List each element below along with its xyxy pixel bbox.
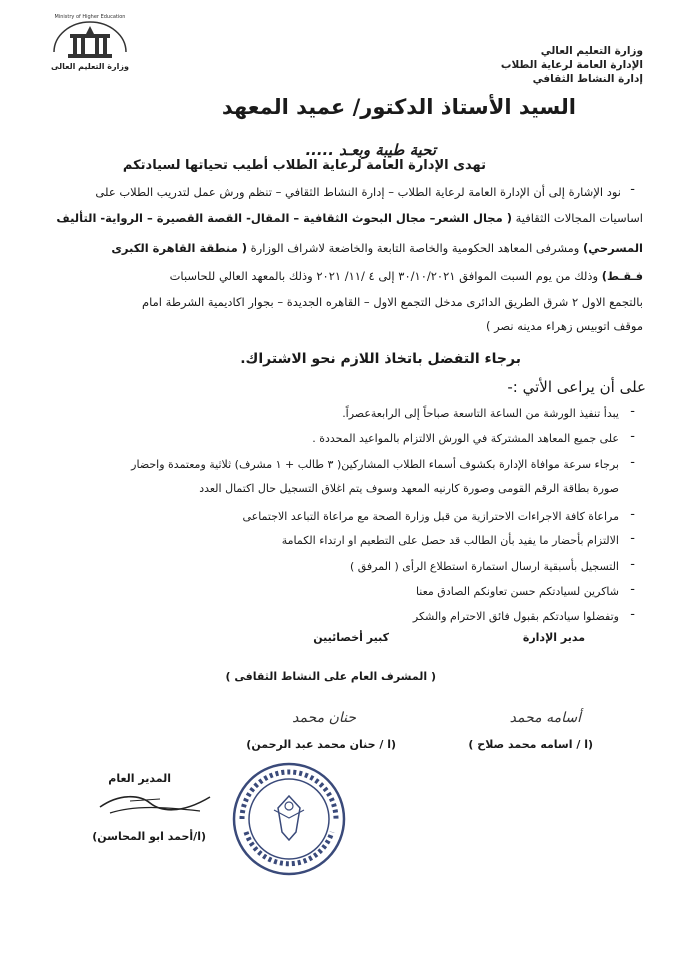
bullet-dash: - bbox=[630, 582, 635, 597]
osama-signature: أسامه محمد bbox=[509, 710, 581, 726]
body-line-3c: ( منطقة القاهرة الكبرى bbox=[111, 241, 247, 255]
directorate-name: الإدارة العامة لرعاية الطلاب bbox=[500, 59, 643, 71]
body-line-3 bbox=[111, 240, 643, 256]
body-line-3b: ومشرفى المعاهد الحكومية والخاصة التابعة والخاضعة لاشراف الوزارة bbox=[250, 241, 580, 255]
item-3-cont: صورة بطاقة الرقم القومى وصورة كارنيه المعهد وسوف يتم اغلاق التسجيل حال اكتمال العدد bbox=[199, 482, 619, 495]
body-line-2 bbox=[56, 210, 643, 226]
hanan-name: (ا / حنان محمد عبد الرحمن) bbox=[246, 738, 396, 751]
official-stamp-icon bbox=[230, 760, 348, 878]
hanan-signature: حنان محمد bbox=[292, 710, 356, 726]
item-1: يبدأ تنفيذ الورشة من الساعة التاسعة صباحاً إلى الرابعةعصراً. bbox=[342, 407, 619, 420]
ministry-logo bbox=[40, 12, 140, 74]
ministry-name: وزارة التعليم العالي bbox=[540, 45, 643, 57]
item-8: وتفضلوا سيادتكم بقبول فائق الاحترام والشكر bbox=[412, 610, 619, 623]
note-heading: على أن يراعى الأتي :- bbox=[507, 378, 646, 396]
request-line: برجاء التفضل باتخاذ اللازم نحو الاشتراك. bbox=[240, 351, 521, 367]
item-2: على جميع المعاهد المشتركة في الورش الالتزام بالمواعيد المحددة . bbox=[312, 432, 619, 445]
item-3: برجاء سرعة موافاة الإدارة بكشوف أسماء الطلاب المشاركين( ٣ طالب + ١ مشرف) ثلاثية ومعتمدة واحضار bbox=[131, 458, 619, 471]
bullet-dash: - bbox=[630, 182, 635, 197]
body-line-2a: اساسيات المجالات الثقافية bbox=[515, 211, 643, 225]
general-manager-signature bbox=[90, 785, 220, 825]
general-manager-name: (ا/أحمد ابو المحاسن) bbox=[92, 830, 206, 843]
body-line-4 bbox=[170, 268, 643, 284]
bullet-dash: - bbox=[630, 455, 635, 470]
item-6: التسجيل بأسبقية ارسال استمارة استطلاع الرأى ( المرفق ) bbox=[349, 560, 619, 573]
manager-title: مدير الإدارة bbox=[522, 631, 585, 644]
bullet-dash: - bbox=[630, 429, 635, 444]
item-4: مراعاة كافة الاجراءات الاحترازية من قبل وزارة الصحة مع مراعاة التباعد الاجتماعى bbox=[242, 510, 619, 523]
bullet-dash: - bbox=[630, 557, 635, 572]
body-line-5: بالتجمع الاول ٢ شرق الطريق الدائرى مدخل التجمع الاول – القاهره الجديدة – بجوار اكاديمية الشرطة امام bbox=[142, 295, 643, 309]
department-name: إدارة النشاط الثقافي bbox=[532, 73, 643, 85]
bullet-dash: - bbox=[630, 404, 635, 419]
osama-name: (ا / اسامه محمد صلاح ) bbox=[468, 738, 593, 751]
body-line-6: موقف اتوبيس زهراء مدينه نصر ) bbox=[485, 319, 643, 333]
chief-title: كبير أخصائيين bbox=[313, 631, 389, 644]
general-manager-title: المدير العام bbox=[108, 772, 171, 785]
body-line-3a: المسرحي) bbox=[582, 241, 643, 255]
supervisor-label: ( المشرف العام على النشاط الثقافى ) bbox=[225, 670, 436, 683]
body-line-4b: وذلك من يوم السبت الموافق ٣٠/١٠/٢٠٢١ إلى ٤ /١١/ ٢٠٢١ وذلك بالمعهد العالي للحاسبات bbox=[169, 269, 599, 283]
body-line-1: نود الإشارة إلى أن الإدارة العامة لرعاية الطلاب – إدارة النشاط الثقافي – تنظم ورش عمل لتدريب الطلاب على bbox=[95, 185, 621, 199]
bullet-dash: - bbox=[630, 531, 635, 546]
body-line-4a: فـقـط) bbox=[601, 269, 643, 283]
logo-text: وزارة التعليم العالى bbox=[51, 62, 129, 71]
addressee-title: السيد الأستاذ الدكتور/ عميد المعهد bbox=[221, 95, 576, 119]
bullet-dash: - bbox=[630, 507, 635, 522]
greeting-line-2: تهدى الإدارة العامة لرعاية الطلاب أطيب تحياتها لسيادتكم bbox=[122, 158, 486, 173]
body-line-2b: ( مجال الشعر– مجال البحوث الثقافية – المقال- القصة القصيرة – الرواية- التأليف bbox=[56, 211, 512, 225]
logo-caption: Ministry of Higher Education bbox=[54, 14, 126, 20]
item-5: الالتزام بأحضار ما يفيد بأن الطالب قد حصل على التطعيم او ارتداء الكمامة bbox=[281, 534, 619, 547]
greeting: تحية طيبة وبعـد ..... bbox=[305, 141, 436, 159]
item-7: شاكرين لسيادتكم حسن تعاونكم الصادق معنا bbox=[415, 585, 619, 598]
bullet-dash: - bbox=[630, 607, 635, 622]
